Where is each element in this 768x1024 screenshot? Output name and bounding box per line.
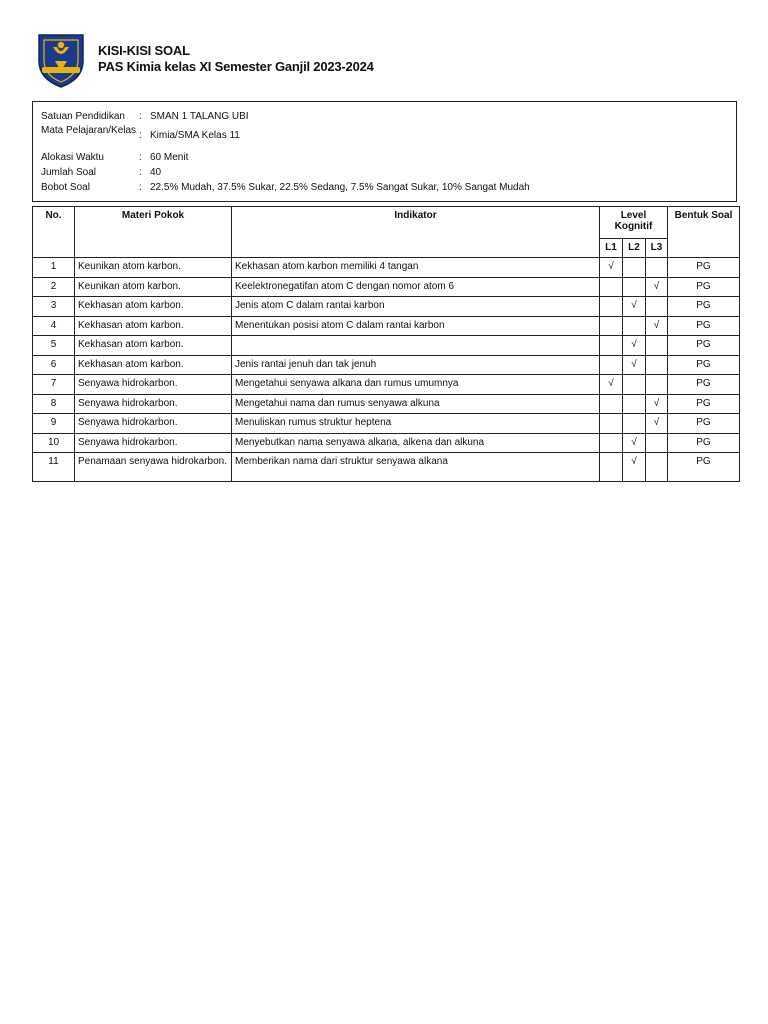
cell-indikator: Jenis rantai jenuh dan tak jenuh bbox=[232, 355, 600, 375]
info-value: Kimia/SMA Kelas 11 bbox=[150, 130, 240, 141]
info-colon: : bbox=[139, 111, 142, 122]
cell-no: 1 bbox=[33, 258, 75, 278]
cell-l1 bbox=[600, 394, 623, 414]
cell-l3 bbox=[646, 297, 668, 317]
cell-l2 bbox=[623, 414, 646, 434]
cell-indikator: Keelektronegatifan atom C dengan nomor atom 6 bbox=[232, 277, 600, 297]
cell-materi: Kekhasan atom karbon. bbox=[75, 355, 232, 375]
info-value: 60 Menit bbox=[150, 152, 189, 163]
info-row-mapel bbox=[41, 125, 240, 141]
info-colon: : bbox=[139, 152, 142, 163]
cell-materi: Keunikan atom karbon. bbox=[75, 277, 232, 297]
cell-l1: √ bbox=[600, 375, 623, 395]
table-row bbox=[33, 433, 740, 453]
cell-materi: Senyawa hidrokarbon. bbox=[75, 394, 232, 414]
cell-indikator: Mengetahui senyawa alkana dan rumus umumnya bbox=[232, 375, 600, 395]
table-row bbox=[33, 277, 740, 297]
title-line-2: PAS Kimia kelas XI Semester Ganjil 2023-2024 bbox=[98, 59, 374, 74]
table-row bbox=[33, 414, 740, 434]
cell-l2: √ bbox=[623, 355, 646, 375]
cell-bentuk: PG bbox=[668, 336, 740, 356]
info-colon: : bbox=[139, 182, 142, 193]
cell-no: 11 bbox=[33, 453, 75, 482]
cell-bentuk: PG bbox=[668, 433, 740, 453]
cell-indikator: Jenis atom C dalam rantai karbon bbox=[232, 297, 600, 317]
cell-l1: √ bbox=[600, 258, 623, 278]
school-crest-icon bbox=[35, 31, 87, 89]
cell-l1 bbox=[600, 355, 623, 375]
cell-l1 bbox=[600, 433, 623, 453]
cell-no: 2 bbox=[33, 277, 75, 297]
header-level: Level Kognitif bbox=[600, 207, 668, 239]
table-row bbox=[33, 394, 740, 414]
cell-indikator: Kekhasan atom karbon memiliki 4 tangan bbox=[232, 258, 600, 278]
cell-bentuk: PG bbox=[668, 414, 740, 434]
info-row-jumlah bbox=[41, 167, 161, 179]
cell-indikator: Menyebutkan nama senyawa alkana, alkena dan alkuna bbox=[232, 433, 600, 453]
info-label: Bobot Soal bbox=[41, 182, 90, 193]
cell-l2 bbox=[623, 375, 646, 395]
table-row bbox=[33, 316, 740, 336]
table-row bbox=[33, 258, 740, 278]
cell-materi: Senyawa hidrokarbon. bbox=[75, 414, 232, 434]
header-l3: L3 bbox=[646, 239, 668, 258]
cell-no: 3 bbox=[33, 297, 75, 317]
info-label: Jumlah Soal bbox=[41, 167, 97, 178]
cell-indikator: Menuliskan rumus struktur heptena bbox=[232, 414, 600, 434]
cell-l1 bbox=[600, 316, 623, 336]
info-value: 40 bbox=[150, 167, 162, 178]
cell-l1 bbox=[600, 297, 623, 317]
cell-l3: √ bbox=[646, 277, 668, 297]
header-materi: Materi Pokok bbox=[75, 207, 232, 258]
cell-materi: Penamaan senyawa hidrokarbon. bbox=[75, 453, 232, 482]
info-row-satuan bbox=[41, 111, 249, 123]
cell-materi: Kekhasan atom karbon. bbox=[75, 316, 232, 336]
cell-bentuk: PG bbox=[668, 258, 740, 278]
info-label: Alokasi Waktu bbox=[41, 152, 104, 163]
cell-bentuk: PG bbox=[668, 297, 740, 317]
table-row bbox=[33, 336, 740, 356]
cell-no: 10 bbox=[33, 433, 75, 453]
cell-l3: √ bbox=[646, 316, 668, 336]
info-row-alokasi bbox=[41, 152, 188, 164]
cell-indikator bbox=[232, 336, 600, 356]
cell-materi: Senyawa hidrokarbon. bbox=[75, 375, 232, 395]
title-line-1: KISI-KISI SOAL bbox=[98, 43, 190, 58]
kisi-kisi-table bbox=[32, 206, 740, 482]
table-row bbox=[33, 355, 740, 375]
cell-no: 5 bbox=[33, 336, 75, 356]
cell-l2 bbox=[623, 277, 646, 297]
cell-materi: Kekhasan atom karbon. bbox=[75, 297, 232, 317]
cell-indikator: Mengetahui nama dan rumus senyawa alkuna bbox=[232, 394, 600, 414]
cell-bentuk: PG bbox=[668, 355, 740, 375]
cell-l3 bbox=[646, 433, 668, 453]
cell-materi: Kekhasan atom karbon. bbox=[75, 336, 232, 356]
table-row bbox=[33, 375, 740, 395]
cell-bentuk: PG bbox=[668, 277, 740, 297]
cell-materi: Senyawa hidrokarbon. bbox=[75, 433, 232, 453]
cell-bentuk: PG bbox=[668, 375, 740, 395]
info-value: 22.5% Mudah, 37.5% Sukar, 22.5% Sedang, 7.5% Sangat Sukar, 10% Sangat Mudah bbox=[150, 182, 530, 193]
header-l1: L1 bbox=[600, 239, 623, 258]
cell-l1 bbox=[600, 336, 623, 356]
cell-bentuk: PG bbox=[668, 453, 740, 482]
cell-l3 bbox=[646, 375, 668, 395]
cell-l2 bbox=[623, 316, 646, 336]
cell-l1 bbox=[600, 277, 623, 297]
cell-no: 4 bbox=[33, 316, 75, 336]
cell-l3 bbox=[646, 355, 668, 375]
cell-l3: √ bbox=[646, 414, 668, 434]
cell-indikator: Memberikan nama dari struktur senyawa alkana bbox=[232, 453, 600, 482]
cell-l3 bbox=[646, 453, 668, 482]
info-value: SMAN 1 TALANG UBI bbox=[150, 111, 249, 122]
cell-no: 8 bbox=[33, 394, 75, 414]
cell-l1 bbox=[600, 453, 623, 482]
cell-indikator: Menentukan posisi atom C dalam rantai karbon bbox=[232, 316, 600, 336]
header-no: No. bbox=[33, 207, 75, 258]
cell-l2 bbox=[623, 258, 646, 278]
cell-l2: √ bbox=[623, 453, 646, 482]
info-colon: : bbox=[139, 130, 142, 141]
cell-materi: Keunikan atom karbon. bbox=[75, 258, 232, 278]
info-label: Satuan Pendidikan bbox=[41, 111, 125, 122]
cell-l3 bbox=[646, 258, 668, 278]
cell-bentuk: PG bbox=[668, 394, 740, 414]
cell-l2: √ bbox=[623, 297, 646, 317]
cell-l3: √ bbox=[646, 394, 668, 414]
table-row bbox=[33, 297, 740, 317]
cell-no: 7 bbox=[33, 375, 75, 395]
cell-l2: √ bbox=[623, 433, 646, 453]
info-label: Mata Pelajaran/Kelas bbox=[41, 125, 137, 136]
table-body bbox=[33, 258, 740, 482]
info-row-bobot bbox=[41, 182, 530, 194]
cell-bentuk: PG bbox=[668, 316, 740, 336]
table-row bbox=[33, 453, 740, 482]
cell-l1 bbox=[600, 414, 623, 434]
info-colon: : bbox=[139, 167, 142, 178]
header-indikator: Indikator bbox=[232, 207, 600, 258]
header-bentuk: Bentuk Soal bbox=[668, 207, 740, 258]
cell-l2 bbox=[623, 394, 646, 414]
header-l2: L2 bbox=[623, 239, 646, 258]
cell-l2: √ bbox=[623, 336, 646, 356]
document-title bbox=[98, 43, 374, 75]
cell-no: 9 bbox=[33, 414, 75, 434]
cell-no: 6 bbox=[33, 355, 75, 375]
identity-info-box bbox=[32, 101, 737, 202]
cell-l3 bbox=[646, 336, 668, 356]
